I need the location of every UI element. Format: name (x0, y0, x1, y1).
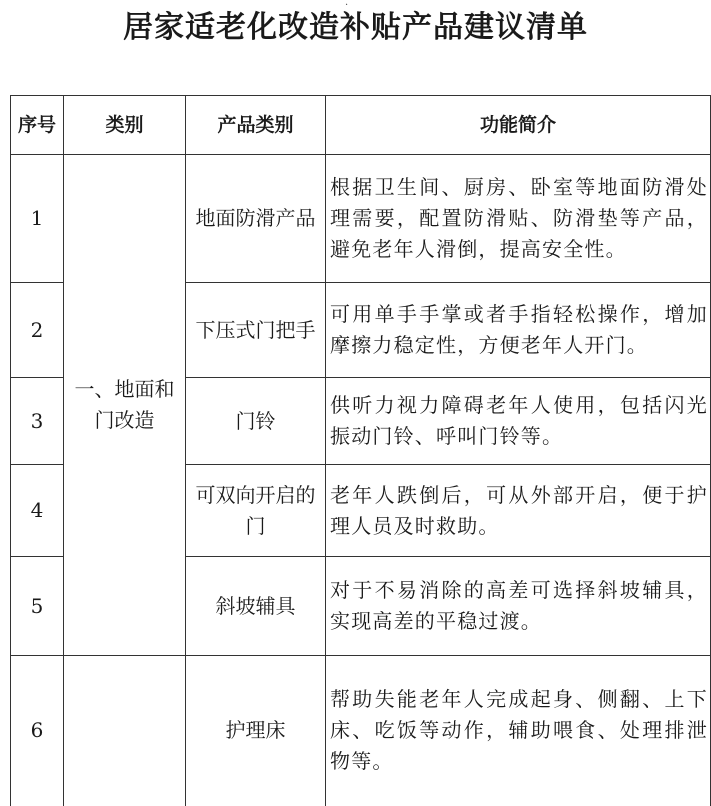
header-function: 功能简介 (326, 96, 711, 155)
row-product: 护理床 (186, 656, 326, 806)
row-function: 可用单手手掌或者手指轻松操作，增加摩擦力稳定性，方便老年人开门。 (326, 283, 711, 378)
row-function: 根据卫生间、厨房、卧室等地面防滑处理需要，配置防滑贴、防滑垫等产品，避免老年人滑倒，提高安全性。 (326, 155, 711, 283)
header-seq: 序号 (11, 96, 64, 155)
row-seq: 3 (11, 378, 64, 465)
row-product: 下压式门把手 (186, 283, 326, 378)
table-row (11, 656, 711, 806)
row-seq: 6 (11, 656, 64, 806)
product-table (10, 95, 711, 806)
table-header-row (11, 96, 711, 155)
table-row (11, 155, 711, 283)
header-product-category: 产品类别 (186, 96, 326, 155)
row-seq: 4 (11, 465, 64, 557)
row-product: 斜坡辅具 (186, 557, 326, 656)
row-product: 门铃 (186, 378, 326, 465)
category-cell-empty (64, 656, 186, 806)
row-seq: 1 (11, 155, 64, 283)
row-seq: 2 (11, 283, 64, 378)
row-function: 供听力视力障碍老年人使用，包括闪光振动门铃、呼叫门铃等。 (326, 378, 711, 465)
row-seq: 5 (11, 557, 64, 656)
row-function: 老年人跌倒后，可从外部开启，便于护理人员及时救助。 (326, 465, 711, 557)
row-product: 地面防滑产品 (186, 155, 326, 283)
row-product: 可双向开启的门 (186, 465, 326, 557)
category-cell: 一、地面和门改造 (64, 155, 186, 656)
row-function: 帮助失能老年人完成起身、侧翻、上下床、吃饭等动作，辅助喂食、处理排泄物等。 (326, 656, 711, 806)
document-title: 居家适老化改造补贴产品建议清单 (123, 10, 588, 45)
header-category: 类别 (64, 96, 186, 155)
scan-artifact-dot: · (345, 0, 349, 11)
row-function: 对于不易消除的高差可选择斜坡辅具，实现高差的平稳过渡。 (326, 557, 711, 656)
